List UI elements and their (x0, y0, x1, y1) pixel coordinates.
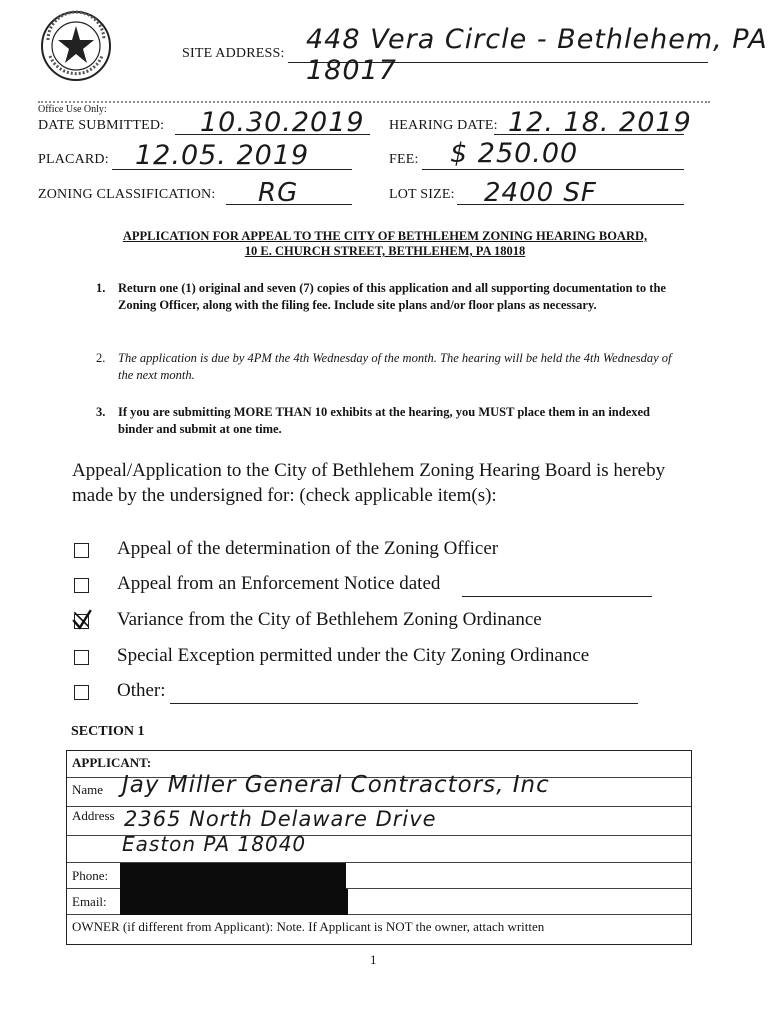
instruction-number: 2. (96, 351, 106, 365)
applicant-phone-row (67, 863, 691, 889)
hearing-date-value[interactable]: 12. 18. 2019 (508, 107, 692, 138)
application-title: APPLICATION FOR APPEAL TO THE CITY OF BETHLEHEM ZONING HEARING BOARD, (122, 229, 648, 243)
site-address-label: SITE ADDRESS: (182, 46, 285, 61)
application-address: 10 E. CHURCH STREET, BETHLEHEM, PA 18018 (244, 244, 526, 258)
email-redaction (120, 889, 348, 915)
instruction-number: 1. (96, 281, 106, 295)
other-blank[interactable] (170, 703, 638, 704)
option-checkbox[interactable] (74, 685, 89, 700)
zoning-classification-label: ZONING CLASSIFICATION: (38, 187, 216, 202)
applicant-name-row (67, 772, 691, 807)
checkmark-icon (71, 609, 93, 631)
applicant-name-value[interactable]: Jay Miller General Contractors, Inc (122, 772, 550, 798)
office-use-divider (38, 101, 710, 103)
instruction-item (96, 404, 696, 444)
instruction-number: 3. (96, 405, 106, 419)
section-title: SECTION 1 (71, 724, 145, 739)
fee-value[interactable]: $ 250.00 (450, 138, 579, 169)
instruction-text: The application is due by 4PM the 4th Wednesday of the month. The hearing will be held the 4th Wednesday of the next month. (118, 351, 672, 382)
email-label: Email: (72, 894, 107, 909)
hearing-date-label: HEARING DATE: (389, 118, 498, 133)
option-label: Appeal from an Enforcement Notice dated (117, 573, 441, 594)
date-submitted-label: DATE SUBMITTED: (38, 118, 165, 133)
option-checkbox-checked[interactable] (74, 614, 89, 629)
option-label: Special Exception permitted under the City Zoning Ordinance (117, 645, 590, 666)
placard-label: PLACARD: (38, 152, 109, 167)
applicant-address-line1[interactable]: 2365 North Delaware Drive (124, 807, 437, 831)
owner-line: OWNER (if different from Applicant): Note. If Applicant is NOT the owner, attach written (72, 919, 545, 934)
applicant-box (66, 750, 692, 945)
option-label: Appeal of the determination of the Zoning Officer (117, 538, 499, 559)
option-label: Other: (117, 680, 166, 701)
notice-date-blank[interactable] (462, 596, 652, 597)
option-checkbox[interactable] (74, 650, 89, 665)
date-submitted-value[interactable]: 10.30.2019 (200, 107, 365, 138)
applicant-address-row-2 (67, 832, 691, 863)
address-label: Address (72, 808, 115, 823)
lot-size-label: LOT SIZE: (389, 187, 455, 202)
applicant-address-line2[interactable]: Easton PA 18040 (122, 832, 307, 856)
option-checkbox[interactable] (74, 578, 89, 593)
lot-size-value[interactable]: 2400 SF (484, 178, 597, 208)
phone-label: Phone: (72, 868, 109, 883)
site-address-value[interactable]: 448 Vera Circle - Bethlehem, PA 18017 (306, 24, 768, 86)
appeal-intro-text: Appeal/Application to the City of Bethlehem Zoning Hearing Board is hereby made by the undersigned for: (check applicable item(s): (72, 460, 666, 506)
placard-value[interactable]: 12.05. 2019 (135, 140, 310, 171)
city-seal-logo (40, 10, 112, 82)
name-label: Name (72, 782, 104, 797)
fee-label: FEE: (389, 152, 419, 167)
instruction-item (96, 280, 696, 336)
option-checkbox[interactable] (74, 543, 89, 558)
instruction-text: If you are submitting MORE THAN 10 exhibits at the hearing, you MUST place them in an indexed binder and submit at one time. (118, 405, 650, 436)
zoning-classification-value[interactable]: RG (258, 178, 299, 208)
applicant-header: APPLICANT: (72, 755, 152, 770)
option-label: Variance from the City of Bethlehem Zoning Ordinance (117, 609, 542, 630)
instruction-text: Return one (1) original and seven (7) copies of this application and all supporting documentation to the Zoning Officer, along with the filing fee. Include site plans and/or floor plans as necessary. (118, 281, 666, 312)
fee-underline (422, 169, 684, 170)
page-number: 1 (370, 952, 377, 967)
instruction-item (96, 350, 696, 390)
office-use-label: Office Use Only: (38, 104, 107, 115)
phone-redaction (120, 863, 346, 889)
applicant-email-row (67, 889, 691, 915)
